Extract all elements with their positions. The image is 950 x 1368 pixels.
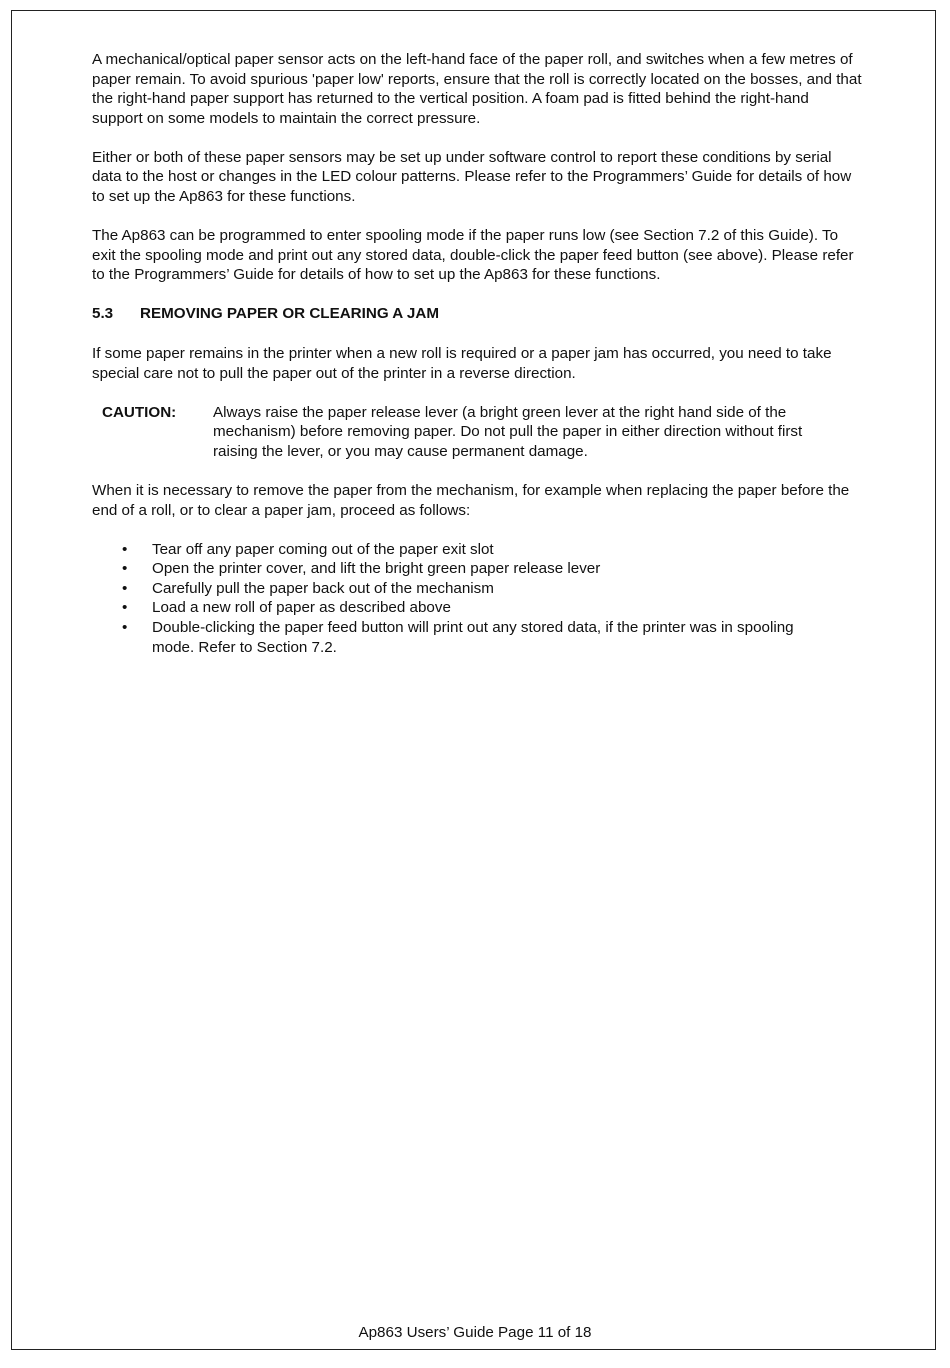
step-text: Load a new roll of paper as described above [152, 599, 451, 617]
steps-list [92, 540, 862, 658]
paragraph-procedure: When it is necessary to remove the paper from the mechanism, for example when replacing the paper before the end of a roll, or to clear a paper jam, proceed as follows: [92, 482, 850, 519]
paragraph-software-control: Either or both of these paper sensors may be set up under software control to report these conditions by serial data to the host or changes in the LED colour patterns. Please refer to the Programmers’ Guide for details of how to set up the Ap863 for these functions. [92, 148, 852, 206]
step-text: Tear off any paper coming out of the paper exit slot [152, 540, 494, 558]
bullet-icon: • [122, 540, 128, 558]
bullet-icon: • [122, 579, 128, 597]
bullet-icon: • [122, 619, 128, 637]
step-text: Double-clicking the paper feed button will print out any stored data, if the printer was in spooling mode. Refer to Section 7.2. [152, 619, 794, 656]
list-item [122, 598, 862, 618]
page-footer: Ap863 Users’ Guide Page 11 of 18 [358, 1324, 592, 1341]
document-body [92, 50, 862, 657]
section-heading [92, 304, 862, 324]
paragraph-paper-sensor: A mechanical/optical paper sensor acts on the left-hand face of the paper roll, and switches when a few metres of paper remain. To avoid spurious 'paper low' reports, ensure that the roll is correctly located on the bosses, and that the right-hand paper support has returned to the vertical position. A foam pad is fitted behind the right-hand support on some models to maintain the correct pressure. [92, 51, 862, 127]
section-title: REMOVING PAPER OR CLEARING A JAM [140, 305, 439, 323]
bullet-icon: • [122, 560, 128, 578]
caution-text: Always raise the paper release lever (a bright green lever at the right hand side of the mechanism) before removing paper. Do not pull the paper in either direction without first raising the lever, or you may cause permanent damage. [213, 403, 803, 460]
paragraph-intro: If some paper remains in the printer when a new roll is required or a paper jam has occurred, you need to take special care not to pull the paper out of the printer in a reverse direction. [92, 345, 832, 382]
section-number: 5.3 [92, 305, 114, 323]
paragraph-spooling-mode: The Ap863 can be programmed to enter spooling mode if the paper runs low (see Section 7.2 of this Guide). To exit the spooling mode and print out any stored data, double-click the paper feed button (see above). Please refer to the Programmers’ Guide for details of how to set up the Ap863 for these functions. [92, 227, 854, 284]
caution-block [102, 403, 862, 462]
list-item [122, 618, 862, 657]
step-text: Carefully pull the paper back out of the mechanism [152, 579, 494, 597]
list-item [122, 579, 862, 599]
step-text: Open the printer cover, and lift the bright green paper release lever [152, 560, 601, 578]
list-item [122, 559, 862, 579]
bullet-icon: • [122, 599, 128, 617]
caution-label: CAUTION: [102, 403, 177, 421]
list-item [122, 540, 862, 560]
